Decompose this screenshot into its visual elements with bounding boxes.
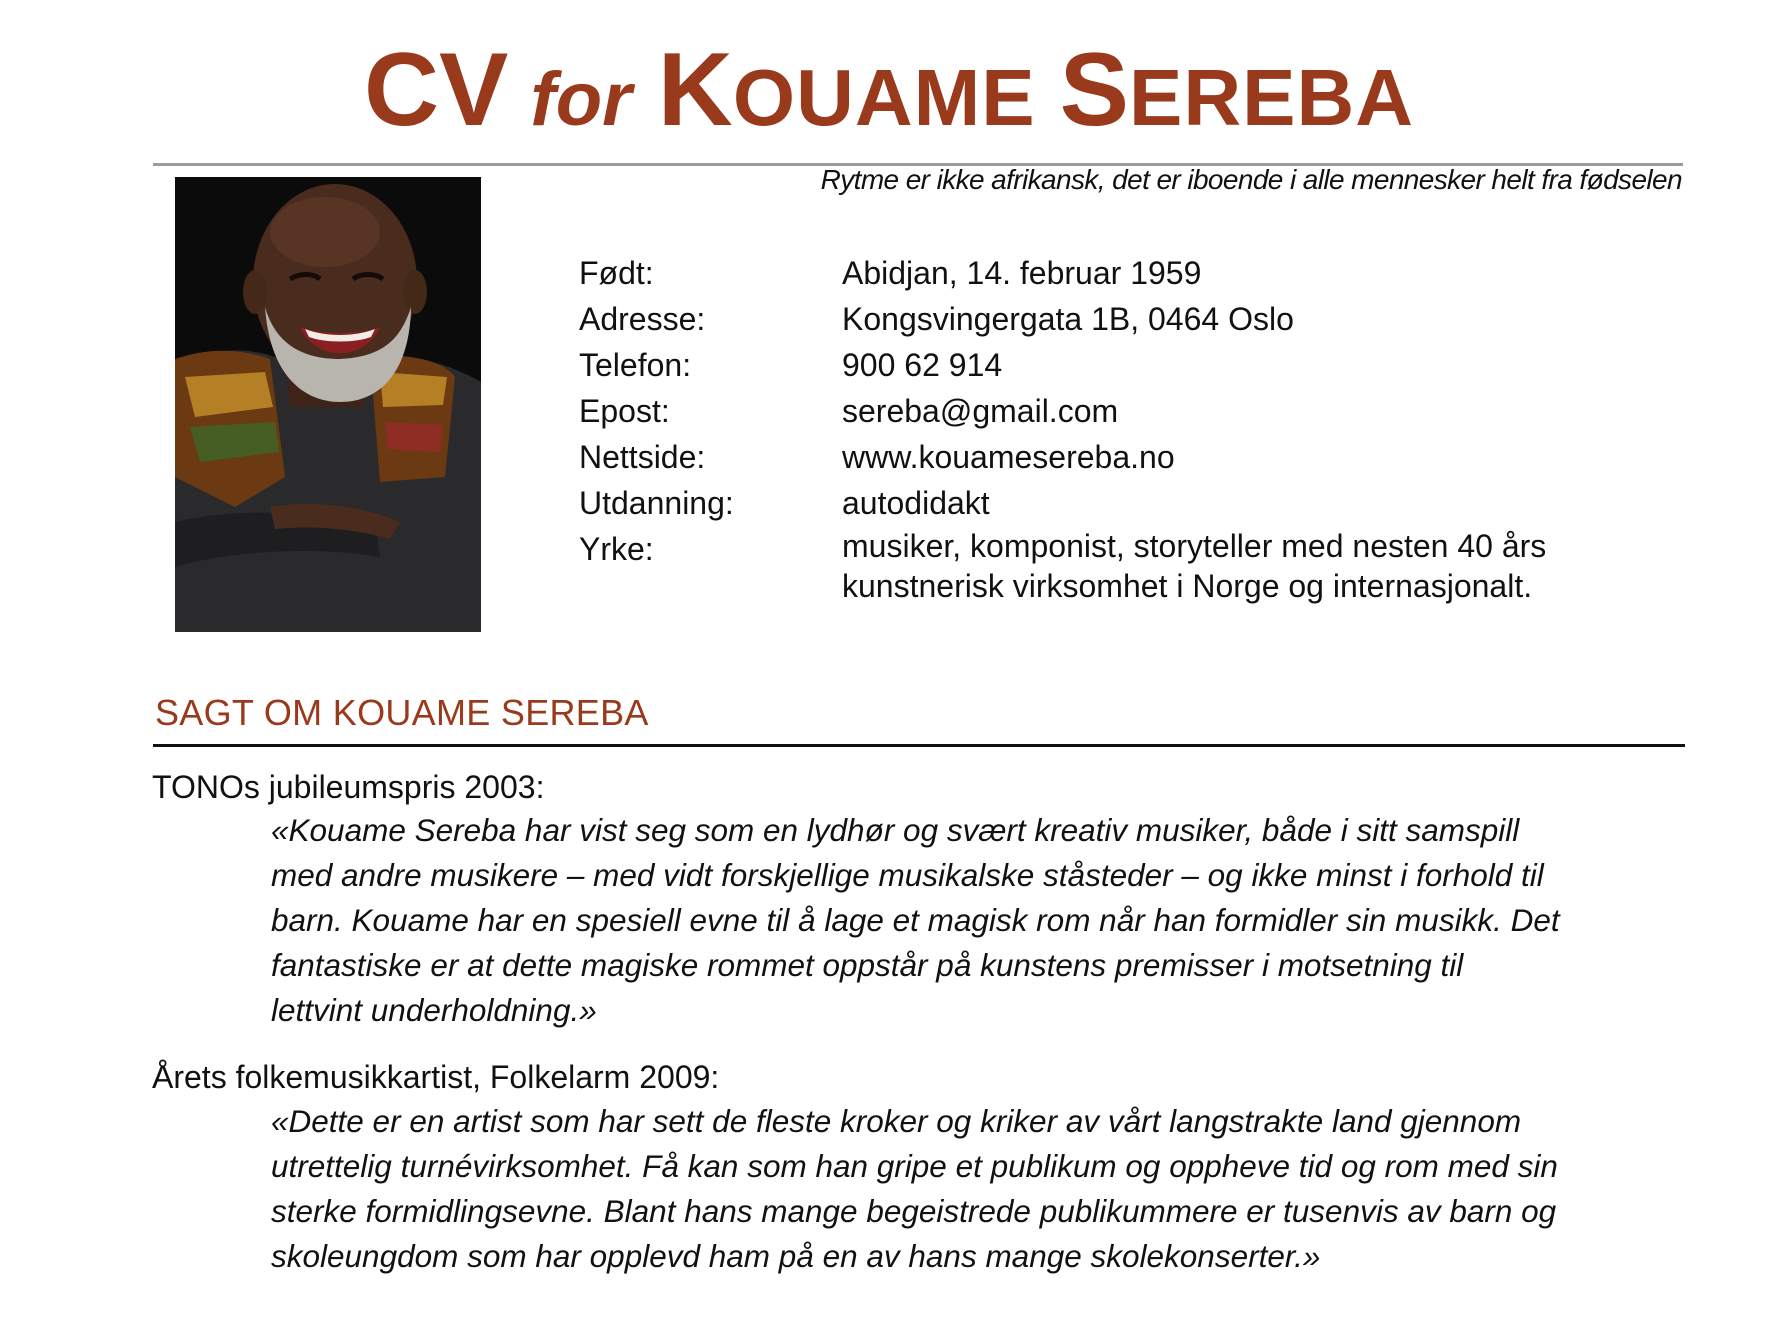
title-last-initial: S [1059, 32, 1129, 148]
address-label: Adresse: [579, 301, 706, 337]
section-divider [153, 744, 1685, 747]
born-label: Født: [579, 255, 654, 291]
title-for: for [530, 57, 632, 142]
phone-value: 900 62 914 [842, 347, 1003, 383]
portrait-photo [175, 177, 481, 632]
quote-text: «Dette er en artist som har sett de fleste kroker og kriker av vårt langstrakte land gjennom utrettelig turnévirksomhet. Få kan som han gripe et publikum og oppheve tid og rom med sin sterke formidlingsevne. Blant hans mange begeistrede publikummere er tusenvis av barn og skoleungdom som har opplevd ham på en av hans mange skolekonserter.» [271, 1103, 1558, 1274]
phone-label: Telefon: [579, 347, 692, 383]
address-value: Kongsvingergata 1B, 0464 Oslo [842, 301, 1294, 337]
education-value: autodidakt [842, 485, 990, 521]
title-last-rest: EREBA [1129, 53, 1415, 142]
title-first-initial: K [657, 32, 733, 148]
quote-text: «Kouame Sereba har vist seg som en lydhør og svært kreativ musiker, både i sitt samspill med andre musikere – med vidt forskjellige musikalske ståsteder – og ikke minst i forhold til barn. Kouame har en spesiell evne til å lage et magisk rom når han formidler sin musikk. Det fantastiske er at dette magiske rommet oppstår på kunstens premisser i motsetning til lettvint underholdning.» [271, 812, 1560, 1028]
education-label: Utdanning: [579, 485, 734, 521]
website-link[interactable]: www.kouamesereba.no [842, 439, 1175, 475]
profession-value: musiker, komponist, storyteller med nesten 40 års kunstnerisk virksomhet i Norge og internasjonalt. [842, 528, 1547, 604]
email-value[interactable]: sereba@gmail.com [842, 393, 1119, 429]
section-heading: SAGT OM KOUAME SEREBA [155, 692, 649, 733]
motto: Rytme er ikke afrikansk, det er iboende i alle mennesker helt fra fødselen [820, 164, 1682, 195]
quote-source: TONOs jubileumspris 2003: [152, 769, 545, 805]
profession-label: Yrke: [579, 531, 654, 567]
website-label: Nettside: [579, 439, 706, 475]
email-label: Epost: [579, 393, 670, 429]
page-title [0, 32, 1778, 148]
title-cv: CV [363, 32, 509, 148]
title-first-rest: OUAME [732, 53, 1036, 142]
born-value: Abidjan, 14. februar 1959 [842, 255, 1202, 291]
quote-source: Årets folkemusikkartist, Folkelarm 2009: [152, 1059, 720, 1095]
